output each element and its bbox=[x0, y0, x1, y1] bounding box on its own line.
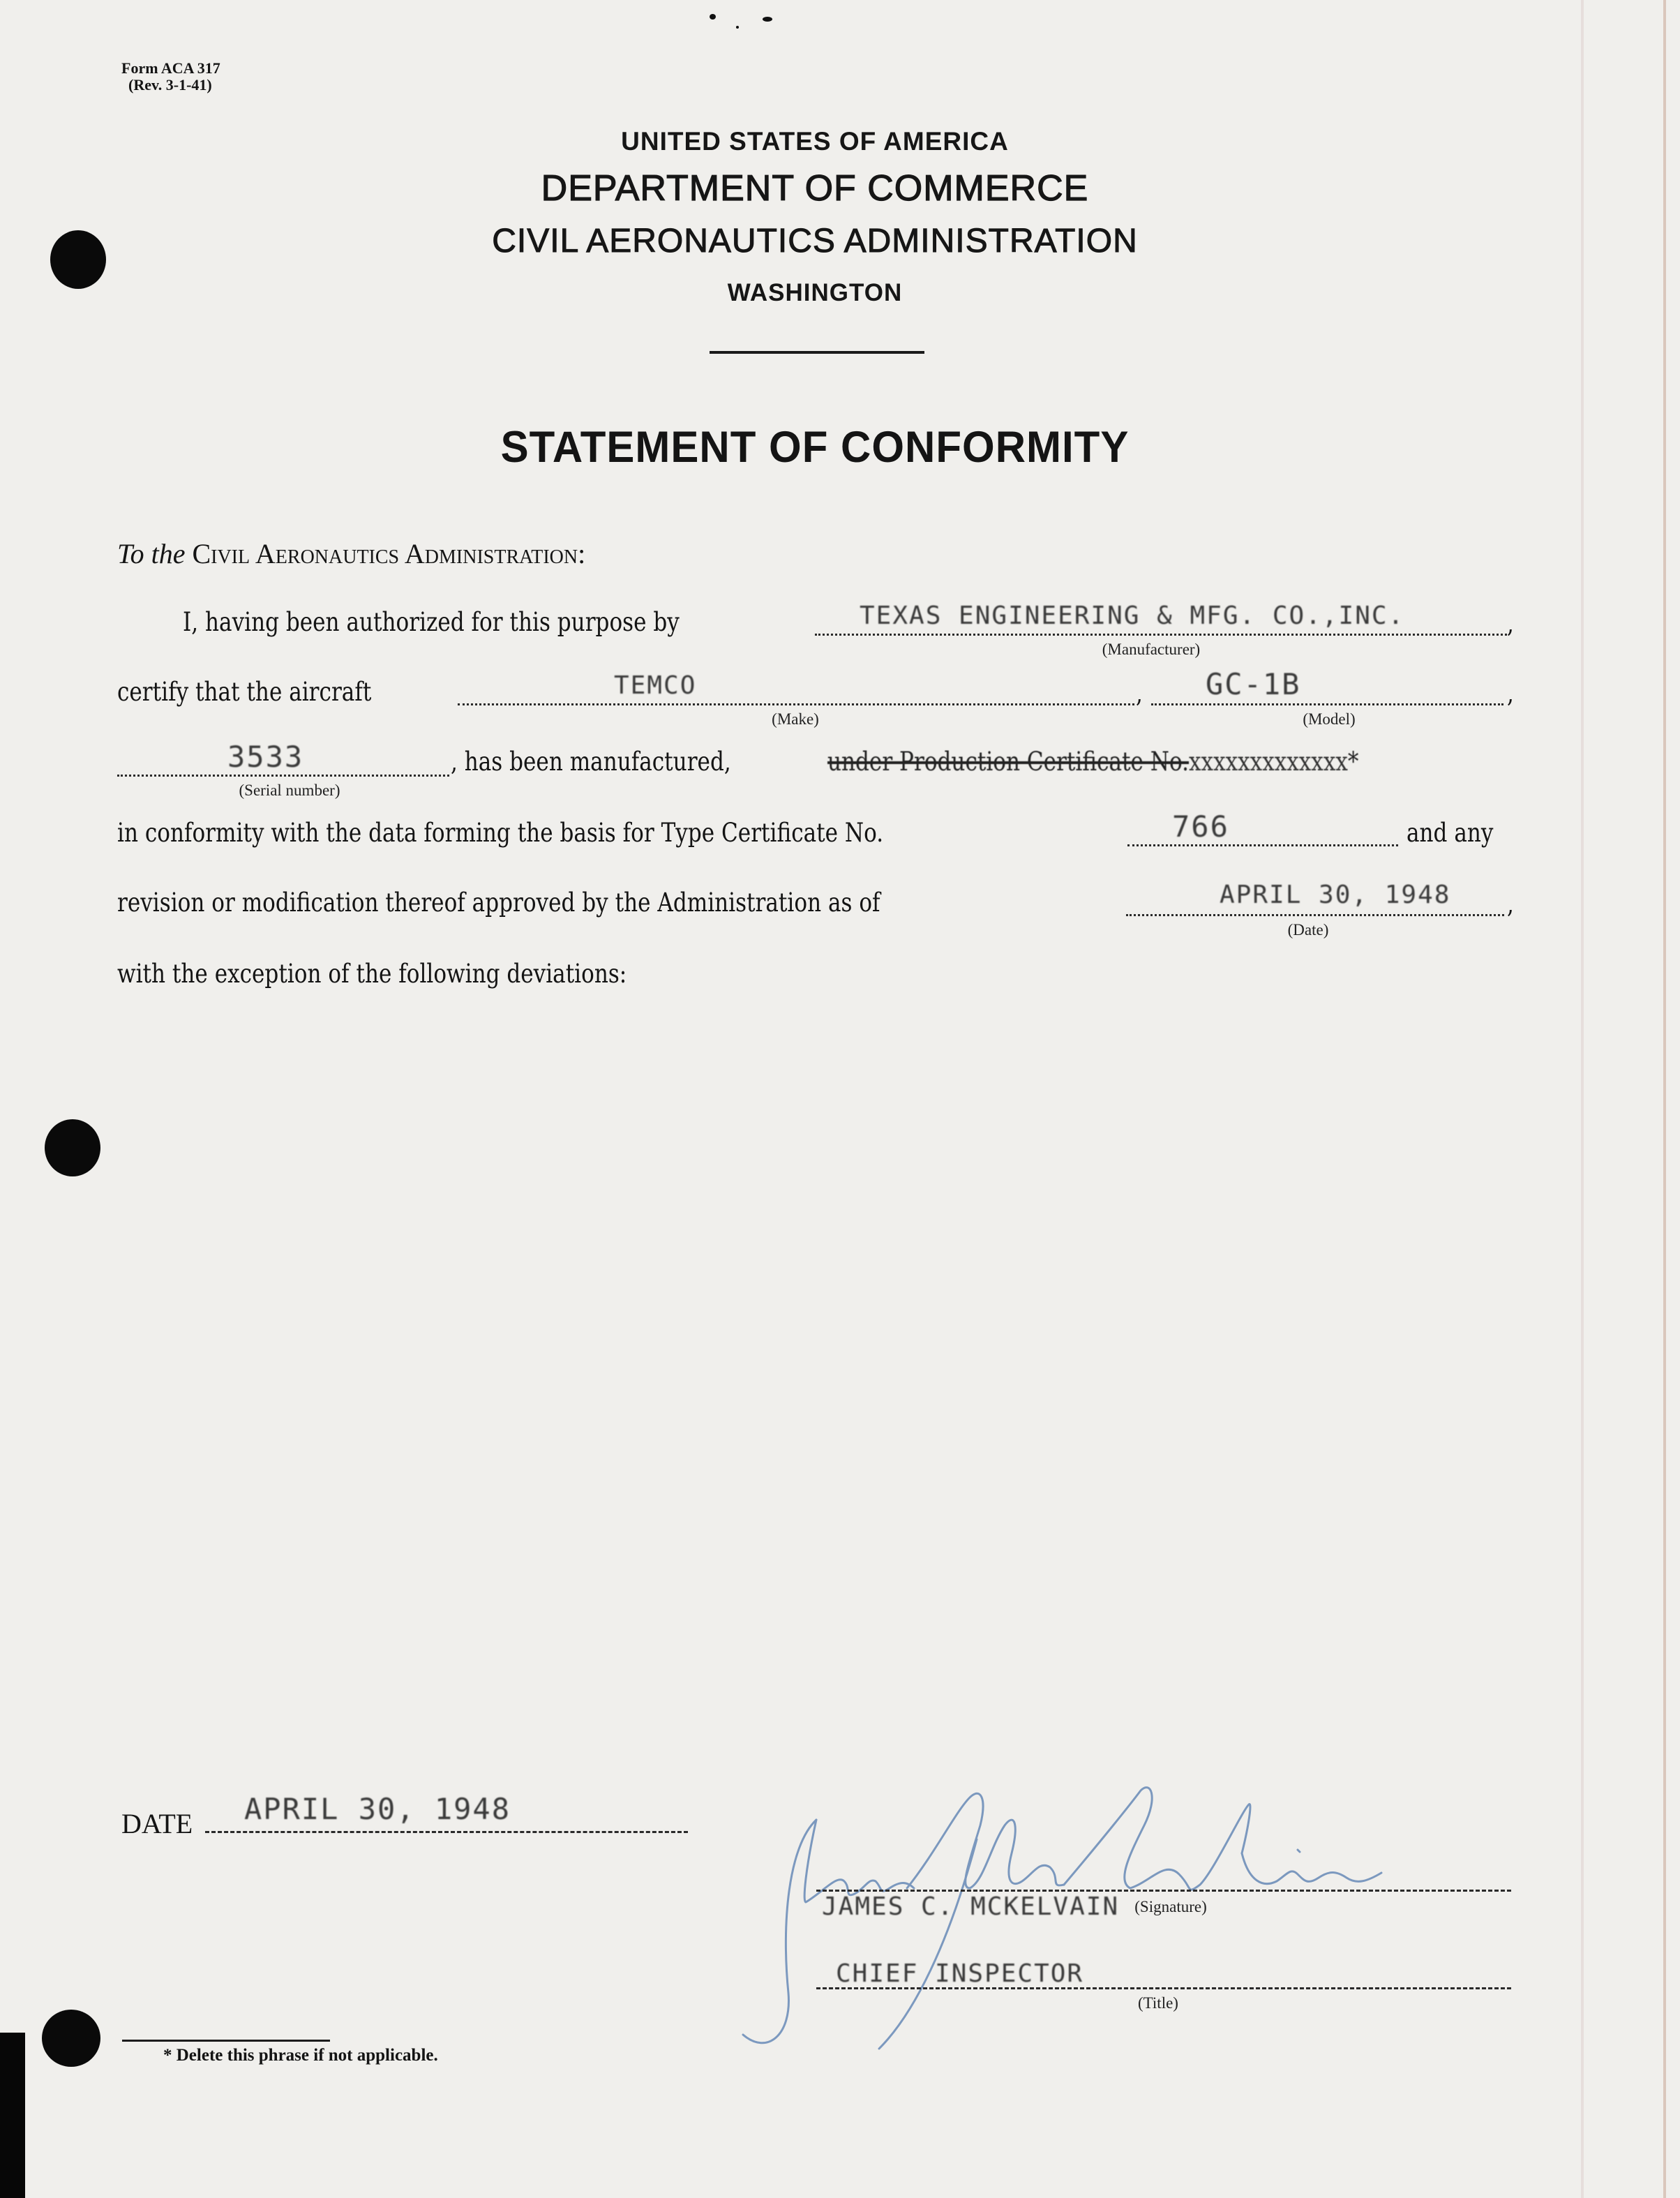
date-field-line bbox=[205, 1831, 688, 1833]
scan-edge-shadow bbox=[0, 2033, 25, 2198]
header-city: WASHINGTON bbox=[727, 279, 903, 306]
statement-line-3: , has been manufactured, bbox=[451, 747, 731, 777]
comma: , bbox=[1507, 889, 1514, 919]
footnote: * Delete this phrase if not applicable. bbox=[163, 2046, 438, 2065]
salutation-colon: : bbox=[578, 538, 586, 569]
document-title: STATEMENT OF CONFORMITY bbox=[500, 422, 1130, 472]
handwritten-signature bbox=[740, 1784, 1437, 2063]
statement-line-1: I, having been authorized for this purpose by bbox=[183, 607, 680, 637]
comma: , bbox=[1507, 608, 1514, 638]
ink-speck bbox=[763, 17, 772, 22]
model-caption: (Model) bbox=[1303, 710, 1356, 728]
approval-date-caption: (Date) bbox=[1287, 921, 1329, 939]
statement-line-4: in conformity with the data forming the basis for Type Certificate No. bbox=[117, 818, 884, 848]
make-field-line bbox=[458, 703, 1134, 705]
comma: , bbox=[1507, 678, 1514, 708]
signature-field-line bbox=[816, 1890, 1511, 1892]
salutation bbox=[117, 537, 585, 570]
struck-production-certificate-phrase: under Production Certificate No.xxxxxxxxxxxxx* bbox=[827, 747, 1359, 777]
date-field[interactable]: APRIL 30, 1948 bbox=[244, 1792, 511, 1826]
form-number: Form ACA 317 bbox=[121, 59, 220, 77]
header-agency: CIVIL AERONAUTICS ADMINISTRATION bbox=[492, 223, 1138, 260]
make-caption: (Make) bbox=[772, 710, 819, 728]
manufacturer-field[interactable]: TEXAS ENGINEERING & MFG. CO.,INC. bbox=[860, 601, 1405, 630]
title-field[interactable]: CHIEF INSPECTOR bbox=[836, 1959, 1084, 1988]
punch-hole-icon bbox=[42, 2010, 100, 2067]
comma: , bbox=[1136, 678, 1143, 708]
type-certificate-field[interactable]: 766 bbox=[1172, 809, 1229, 844]
statement-line-4-tail: and any bbox=[1407, 818, 1494, 848]
serial-number-field-line bbox=[117, 775, 449, 777]
header-department: DEPARTMENT OF COMMERCE bbox=[541, 168, 1089, 209]
title-caption: (Title) bbox=[1138, 1994, 1178, 2012]
salutation-addressee: Civil Aeronautics Administration bbox=[192, 538, 578, 569]
serial-number-caption: (Serial number) bbox=[239, 782, 340, 799]
salutation-prefix: To the bbox=[117, 538, 186, 569]
manufacturer-caption: (Manufacturer) bbox=[1102, 641, 1201, 658]
date-label: DATE bbox=[121, 1808, 193, 1839]
header-divider bbox=[710, 351, 924, 354]
deviations-area[interactable] bbox=[117, 1005, 1513, 1730]
form-revision: (Rev. 3-1-41) bbox=[128, 76, 212, 94]
serial-number-field[interactable]: 3533 bbox=[227, 740, 304, 774]
model-field[interactable]: GC-1B bbox=[1206, 667, 1301, 701]
approval-date-field[interactable]: APRIL 30, 1948 bbox=[1220, 881, 1451, 909]
approval-date-field-line bbox=[1126, 914, 1504, 916]
statement-line-5: revision or modification thereof approved by the Administration as of bbox=[117, 888, 880, 918]
type-certificate-field-line bbox=[1127, 844, 1398, 846]
make-field[interactable]: TEMCO bbox=[614, 671, 697, 700]
ink-speck bbox=[710, 14, 716, 20]
statement-line-6: with the exception of the following deviations: bbox=[117, 959, 627, 989]
signer-name-typed[interactable]: JAMES C. MCKELVAIN bbox=[822, 1892, 1120, 1921]
ink-speck bbox=[736, 26, 739, 29]
footnote-divider bbox=[122, 2040, 330, 2042]
statement-line-2: certify that the aircraft bbox=[117, 677, 372, 707]
punch-hole-icon bbox=[45, 1119, 100, 1176]
model-field-line bbox=[1151, 703, 1503, 705]
header-country: UNITED STATES OF AMERICA bbox=[621, 127, 1009, 156]
signature-caption: (Signature) bbox=[1134, 1898, 1207, 1915]
manufacturer-field-line bbox=[815, 634, 1507, 636]
